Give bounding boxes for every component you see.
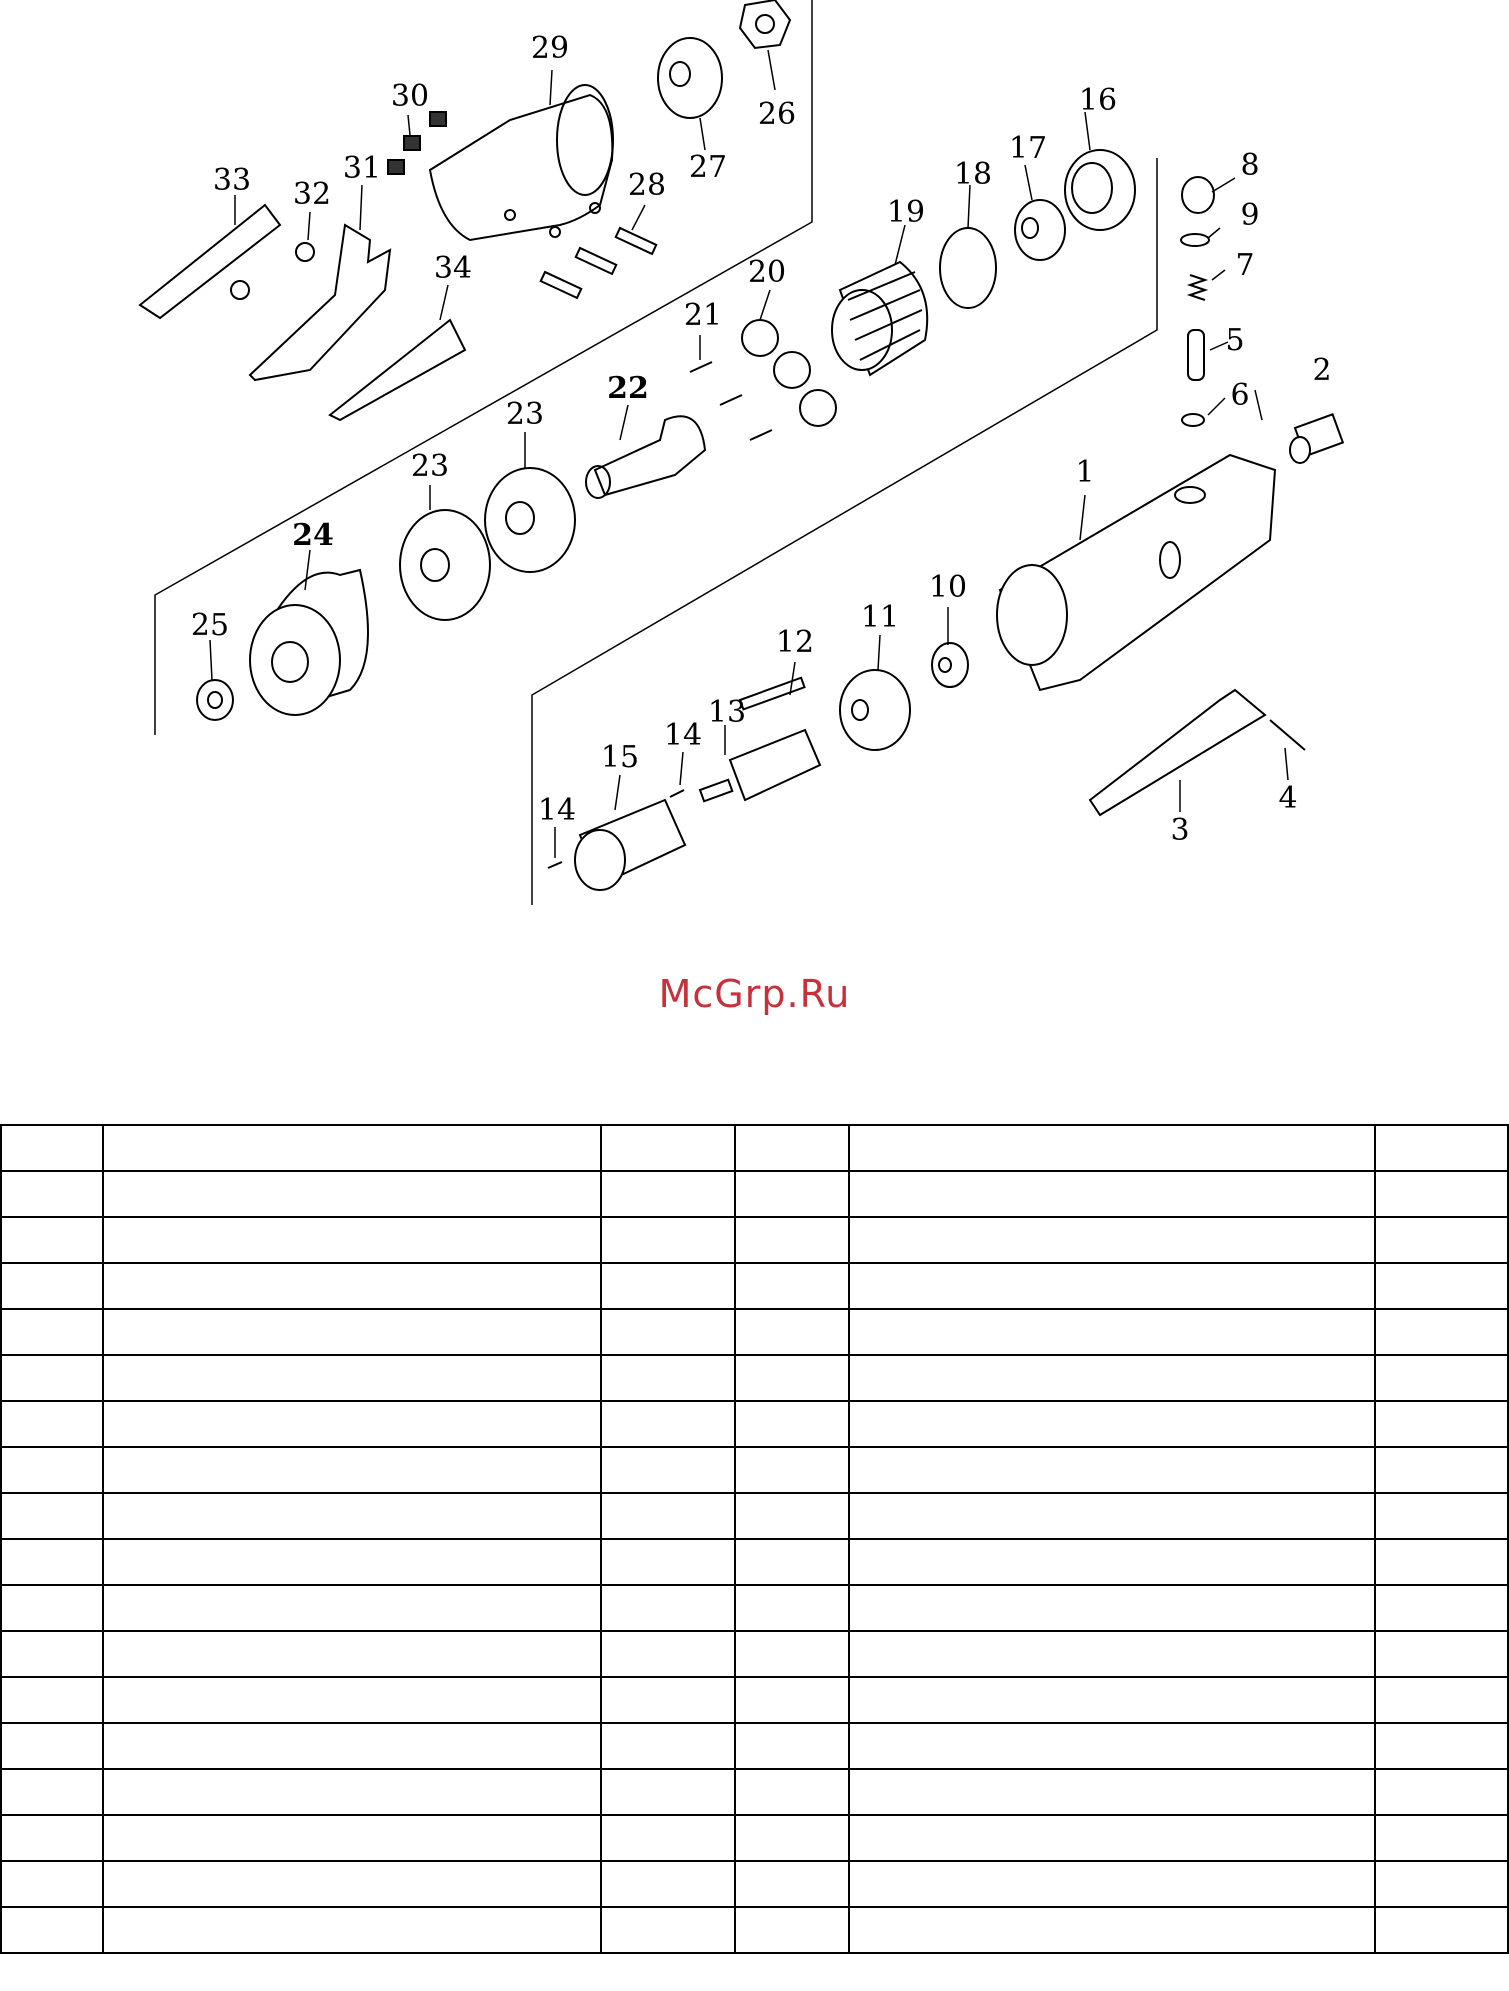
- table-cell: [601, 1769, 735, 1815]
- callout-26: 26: [757, 97, 797, 132]
- table-cell: [1375, 1171, 1508, 1217]
- callout-9: 9: [1240, 198, 1260, 233]
- part-26-nut: [740, 0, 790, 48]
- callout-10: 10: [928, 570, 968, 605]
- table-cell: [849, 1723, 1375, 1769]
- table-cell: [103, 1355, 601, 1401]
- table-row: [1, 1539, 1508, 1585]
- callout-25: 25: [190, 608, 230, 643]
- table-cell: [1, 1631, 103, 1677]
- table-cell: [1, 1907, 103, 1953]
- part-32-spacer-2: [231, 281, 249, 299]
- table-cell: [735, 1585, 849, 1631]
- table-cell: [1375, 1309, 1508, 1355]
- table-cell: [849, 1401, 1375, 1447]
- part-4-lever-pin: [1270, 720, 1305, 750]
- table-cell: [1, 1539, 103, 1585]
- table-cell: [735, 1125, 849, 1171]
- callout-24: 24: [292, 518, 334, 553]
- part-23-bearing-a: [485, 468, 575, 572]
- exploded-parts-diagram: [0, 0, 1509, 950]
- table-cell: [1, 1263, 103, 1309]
- part-25-washer: [197, 680, 233, 720]
- callout-18: 18: [953, 157, 993, 192]
- table-cell: [735, 1355, 849, 1401]
- table-cell: [1375, 1677, 1508, 1723]
- table-cell: [103, 1263, 601, 1309]
- part-17-bearing: [1015, 200, 1065, 260]
- part-21-pins: [690, 362, 772, 440]
- table-row: [1, 1263, 1508, 1309]
- part-3-lever: [1090, 690, 1265, 815]
- callout-5: 5: [1225, 323, 1245, 358]
- part-1-main-housing: [997, 455, 1275, 690]
- table-cell: [1, 1677, 103, 1723]
- callout-2: 2: [1312, 353, 1332, 388]
- table-row: [1, 1217, 1508, 1263]
- callout-14b: 14: [537, 793, 577, 828]
- table-cell: [1, 1585, 103, 1631]
- assembly-frame-upper: [155, 0, 815, 735]
- table-row: [1, 1723, 1508, 1769]
- table-cell: [1375, 1815, 1508, 1861]
- table-cell: [735, 1217, 849, 1263]
- callout-11: 11: [860, 600, 900, 635]
- part-34-lower-blade: [330, 320, 465, 420]
- callout-8: 8: [1240, 148, 1260, 183]
- callout-14a: 14: [663, 718, 703, 753]
- table-cell: [735, 1815, 849, 1861]
- callout-27: 27: [688, 150, 728, 185]
- table-cell: [1, 1125, 103, 1171]
- part-23-bearing-b: [400, 510, 490, 620]
- part-18-ring: [940, 228, 996, 308]
- table-cell: [735, 1861, 849, 1907]
- table-cell: [1, 1447, 103, 1493]
- table-row: [1, 1171, 1508, 1217]
- table-row: [1, 1815, 1508, 1861]
- part-8-plug: [1182, 177, 1214, 213]
- table-cell: [103, 1907, 601, 1953]
- table-cell: [601, 1401, 735, 1447]
- table-cell: [601, 1171, 735, 1217]
- table-cell: [849, 1907, 1375, 1953]
- part-22-spindle: [586, 416, 705, 498]
- table-cell: [735, 1769, 849, 1815]
- table-cell: [1, 1493, 103, 1539]
- table-cell: [103, 1585, 601, 1631]
- callout-28: 28: [627, 168, 667, 203]
- table-row: [1, 1447, 1508, 1493]
- callout-20: 20: [747, 255, 787, 290]
- table-cell: [1375, 1217, 1508, 1263]
- part-2-inlet-fitting: [1290, 414, 1343, 463]
- callout-29: 29: [530, 31, 570, 66]
- part-6-o-ring: [1182, 414, 1204, 426]
- table-cell: [601, 1217, 735, 1263]
- table-row: [1, 1309, 1508, 1355]
- part-24-front-housing: [250, 570, 368, 715]
- table-cell: [601, 1677, 735, 1723]
- table-cell: [103, 1769, 601, 1815]
- table-cell: [849, 1631, 1375, 1677]
- table-cell: [1375, 1585, 1508, 1631]
- part-33-upper-blade: [140, 205, 280, 318]
- table-cell: [849, 1309, 1375, 1355]
- assembly-frame-lower: [532, 158, 1157, 905]
- table-cell: [1375, 1125, 1508, 1171]
- table-cell: [601, 1861, 735, 1907]
- part-15-cylinder: [575, 800, 685, 890]
- watermark-text: McGrp.Ru: [658, 972, 851, 1016]
- table-cell: [103, 1539, 601, 1585]
- table-cell: [849, 1539, 1375, 1585]
- part-16-ring: [1065, 150, 1135, 230]
- table-cell: [103, 1217, 601, 1263]
- part-14-pin-a: [670, 790, 684, 797]
- table-cell: [1, 1769, 103, 1815]
- table-cell: [735, 1263, 849, 1309]
- callout-16: 16: [1078, 83, 1118, 118]
- table-cell: [1375, 1907, 1508, 1953]
- table-cell: [735, 1447, 849, 1493]
- table-cell: [1, 1355, 103, 1401]
- part-11-end-plate: [840, 670, 910, 750]
- part-31-center-blade: [250, 225, 390, 380]
- table-row: [1, 1861, 1508, 1907]
- table-cell: [1375, 1447, 1508, 1493]
- table-cell: [1, 1309, 103, 1355]
- table-row: [1, 1493, 1508, 1539]
- table-cell: [601, 1309, 735, 1355]
- table-row: [1, 1355, 1508, 1401]
- callout-31: 31: [342, 151, 382, 186]
- callout-13: 13: [707, 695, 747, 730]
- table-cell: [601, 1631, 735, 1677]
- table-cell: [103, 1125, 601, 1171]
- parts-table: [0, 1124, 1509, 1954]
- callout-33: 33: [212, 163, 252, 198]
- table-cell: [849, 1217, 1375, 1263]
- table-cell: [849, 1171, 1375, 1217]
- table-cell: [735, 1677, 849, 1723]
- callout-17: 17: [1008, 131, 1048, 166]
- table-cell: [849, 1815, 1375, 1861]
- callout-21: 21: [683, 298, 723, 333]
- part-29-blade-housing: [430, 85, 613, 240]
- callout-19: 19: [886, 195, 926, 230]
- table-cell: [103, 1309, 601, 1355]
- part-19-ring-gear: [832, 262, 927, 375]
- table-cell: [849, 1769, 1375, 1815]
- part-27-bearing: [658, 38, 722, 118]
- callout-34: 34: [433, 251, 473, 286]
- table-cell: [1375, 1769, 1508, 1815]
- table-cell: [735, 1401, 849, 1447]
- table-cell: [1375, 1631, 1508, 1677]
- part-7-spring: [1190, 275, 1205, 300]
- part-14-pin-b: [548, 862, 562, 868]
- table-cell: [735, 1493, 849, 1539]
- table-cell: [1, 1217, 103, 1263]
- table-cell: [735, 1171, 849, 1217]
- table-cell: [103, 1171, 601, 1217]
- part-28-screws: [541, 228, 656, 298]
- table-cell: [849, 1861, 1375, 1907]
- table-cell: [849, 1493, 1375, 1539]
- table-cell: [601, 1539, 735, 1585]
- table-cell: [601, 1447, 735, 1493]
- table-cell: [735, 1309, 849, 1355]
- table-row: [1, 1677, 1508, 1723]
- part-12-vanes: [740, 678, 805, 710]
- table-cell: [849, 1125, 1375, 1171]
- table-cell: [735, 1539, 849, 1585]
- table-cell: [103, 1631, 601, 1677]
- table-cell: [1, 1815, 103, 1861]
- table-cell: [103, 1401, 601, 1447]
- callout-1: 1: [1075, 455, 1095, 490]
- table-cell: [601, 1493, 735, 1539]
- table-row: [1, 1401, 1508, 1447]
- table-row: [1, 1585, 1508, 1631]
- table-cell: [103, 1861, 601, 1907]
- table-cell: [601, 1585, 735, 1631]
- callout-15: 15: [600, 740, 640, 775]
- table-cell: [1, 1401, 103, 1447]
- part-10-bearing: [932, 643, 968, 687]
- callout-22: 22: [607, 371, 649, 406]
- part-9-o-ring: [1181, 234, 1209, 246]
- part-32-spacer: [296, 243, 314, 261]
- part-5-valve-stem: [1188, 330, 1204, 380]
- table-cell: [103, 1815, 601, 1861]
- table-row: [1, 1907, 1508, 1953]
- table-row: [1, 1125, 1508, 1171]
- table-cell: [1375, 1263, 1508, 1309]
- table-cell: [601, 1815, 735, 1861]
- table-row: [1, 1769, 1508, 1815]
- table-cell: [735, 1907, 849, 1953]
- table-cell: [601, 1907, 735, 1953]
- table-cell: [849, 1263, 1375, 1309]
- table-cell: [1, 1723, 103, 1769]
- table-cell: [849, 1447, 1375, 1493]
- callout-4: 4: [1278, 781, 1298, 816]
- callout-7: 7: [1235, 248, 1255, 283]
- table-cell: [1, 1171, 103, 1217]
- table-cell: [735, 1631, 849, 1677]
- part-20-planet-gears: [742, 320, 836, 426]
- table-cell: [601, 1355, 735, 1401]
- parts-table-body: [1, 1125, 1508, 1953]
- table-cell: [849, 1355, 1375, 1401]
- table-cell: [601, 1723, 735, 1769]
- table-cell: [103, 1723, 601, 1769]
- table-cell: [735, 1723, 849, 1769]
- table-cell: [1375, 1401, 1508, 1447]
- callout-23a: 23: [505, 397, 545, 432]
- table-cell: [1375, 1355, 1508, 1401]
- table-cell: [103, 1493, 601, 1539]
- table-cell: [103, 1447, 601, 1493]
- table-cell: [1375, 1861, 1508, 1907]
- callout-30: 30: [390, 79, 430, 114]
- callout-3: 3: [1170, 813, 1190, 848]
- table-cell: [849, 1585, 1375, 1631]
- table-cell: [601, 1263, 735, 1309]
- table-cell: [1375, 1539, 1508, 1585]
- table-cell: [1, 1861, 103, 1907]
- callout-labels: [191, 31, 1332, 848]
- callout-32: 32: [292, 177, 332, 212]
- table-row: [1, 1631, 1508, 1677]
- table-cell: [1375, 1723, 1508, 1769]
- table-cell: [601, 1125, 735, 1171]
- table-cell: [103, 1677, 601, 1723]
- callout-12: 12: [775, 625, 815, 660]
- table-cell: [1375, 1493, 1508, 1539]
- table-cell: [849, 1677, 1375, 1723]
- part-13-rotor: [700, 730, 820, 801]
- callout-6: 6: [1230, 378, 1250, 413]
- callout-23b: 23: [410, 449, 450, 484]
